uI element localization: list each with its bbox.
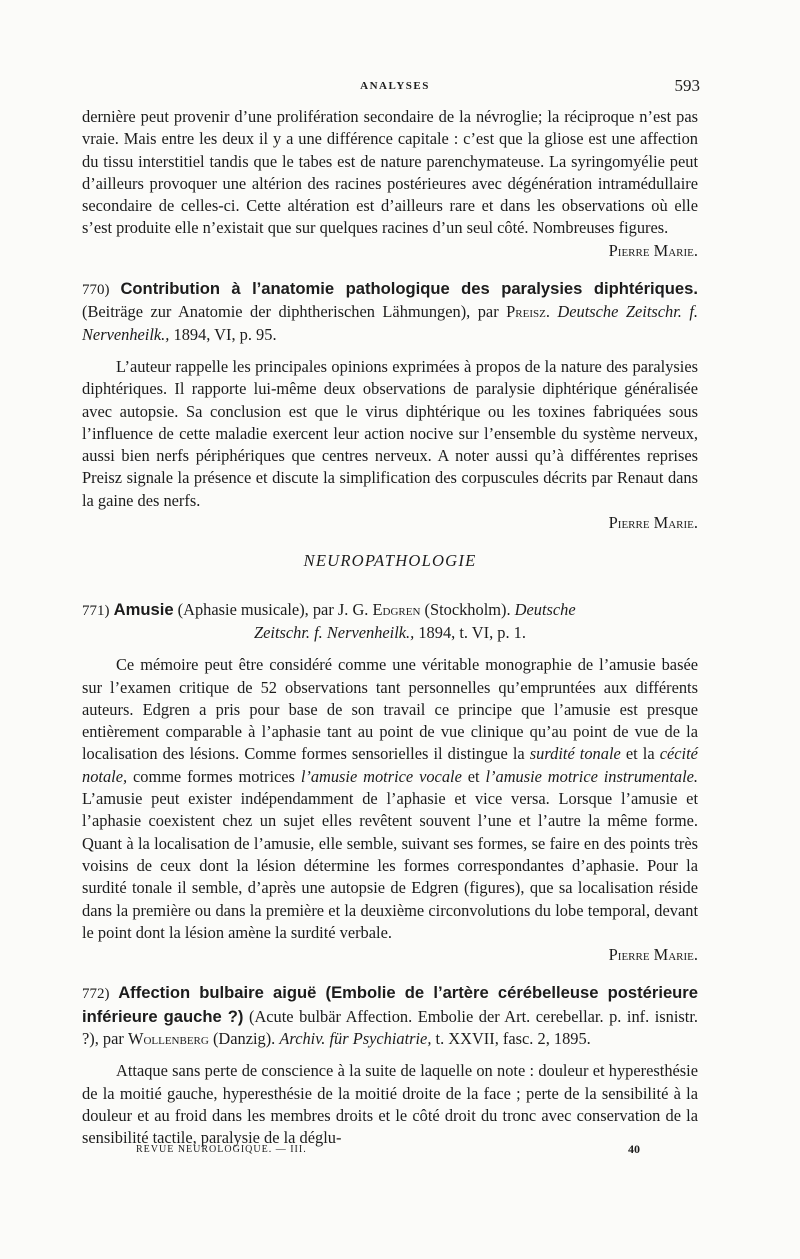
signature: [82, 512, 698, 534]
entry-772-heading: [82, 982, 698, 1050]
page-header: [90, 76, 700, 96]
entry-citation: 1894, VI, p. 95.: [173, 324, 277, 344]
entry-author: Preisz.: [506, 302, 550, 322]
entry-number: 772): [82, 986, 110, 1003]
entry-771-paragraph: [82, 654, 698, 944]
entry-770-paragraph: L’auteur rappelle les principales opinions exprimées à propos de la nature des paralysies diphtériques. Il rapporte lui-même deux observations de paralysie diphtérique généralisée avec autopsie. Sa conclusion est que le virus diphtérique ou les toxines fabriquées sous l’influence de cette maladie exercent leur action nocive sur l’ensemble du système nerveux, aussi bien nerfs périphériques que centres nerveux. A noter aussi qu’à différentes reprises Preisz signale la présence et discute la simplification des corpuscules décrits par Renaut dans la gaine des nerfs.: [82, 356, 698, 510]
signature: [82, 240, 698, 262]
footer-signature-mark: 40: [628, 1142, 640, 1156]
entry-citation: t. XXVII, fasc. 2, 1895.: [435, 1028, 591, 1048]
signature-text: Pierre Marie.: [608, 240, 698, 260]
footer-journal: REVUE NEUROLOGIQUE. — III.: [136, 1144, 307, 1155]
entry-770-heading: [82, 278, 698, 346]
entry-journal-line: [82, 622, 698, 644]
entry-journal: Deutsche Zeitschr. f. Nervenheilk.,: [82, 302, 699, 344]
term: l’amusie motrice instrumentale.: [485, 766, 698, 786]
entry-number: 770): [82, 282, 110, 299]
signature-text: Pierre Marie.: [608, 945, 698, 965]
entry-journal-continued: Zeitschr. f. Nervenheilk.,: [254, 622, 415, 642]
entry-771-heading: [82, 599, 698, 645]
entry-772-paragraph: Attaque sans perte de conscience à la suite de laquelle on note : douleur et hyperesthésie de la moitié gauche, hyperesthésie de la moitié droite de la face ; perte de la sensibilité à la douleur et au froid dans les membres droits et le côté droit du tronc avec conservation de la sensibilité tactile, paralysie de la déglu-: [82, 1061, 698, 1148]
entry-subtitle: (Beiträge zur Anatomie der diphtherischen Lähmungen), par: [82, 302, 499, 322]
entry-location: (Stockholm).: [424, 599, 511, 619]
entry-citation: 1894, t. VI, p. 1.: [418, 622, 526, 642]
term: l’amusie motrice vocale: [300, 766, 462, 786]
text-segment: Ce mémoire peut être considéré comme une véritable monographie de l’amusie basée sur l’examen critique de 52 observations tant personnelles qu’empruntées aux différents auteurs. Edgren a pris pour base de son travail ce principe que l’amusie est presque entièrement comparable à l’aphasie tant au point de vue clinique qu’au point de vue de la localisation des lésions. Comme formes sensorielles il distingue la: [82, 655, 698, 764]
term: cécité notale,: [82, 744, 698, 786]
entry-location: (Danzig).: [212, 1028, 276, 1048]
entry-title: Affection bulbaire aiguë (Embolie de l’artère cérébelleuse postérieure inférieure gauche ?): [82, 983, 698, 1026]
text-segment: L’amusie peut exister indépendamment de l’aphasie et vice versa. Lorsque l’amusie et l’aphasie coexistent chez un sujet elles revêtent souvent l’une et l’autre la même forme. Quant à la localisation de l’amusie, elle semble, suivant ses formes, se faire en des points très voisins de ceux dont la lésion détermine les formes correspondantes d’aphasie. Pour la surdité tonale il semble, d’après une autopsie de Edgren (figures), que sa localisation réside dans la première ou dans la première et la deuxième circonvolutions du lobe temporal, devant le point dont la lésion amène la surdité verbale.: [82, 789, 698, 942]
entry-author: Wollenberg: [127, 1028, 209, 1048]
page-number: 593: [674, 76, 700, 95]
entry-subtitle: (Aphasie musicale), par J. G.: [177, 599, 369, 619]
text-segment: et la: [625, 744, 655, 764]
page-body: [82, 106, 698, 1149]
entry-journal: Archiv. für Psychiatrie,: [279, 1028, 432, 1048]
entry-author: Edgren: [372, 599, 421, 619]
entry-title: Contribution à l’anatomie pathologique des paralysies diphtériques.: [120, 279, 698, 299]
running-title: ANALYSES: [360, 80, 430, 92]
term: surdité tonale: [529, 744, 621, 764]
signature: [82, 944, 698, 966]
entry-number: 771): [82, 602, 110, 619]
entry-title: Amusie: [113, 599, 174, 619]
section-title: NEUROPATHOLOGIE: [303, 551, 477, 571]
signature-text: Pierre Marie.: [608, 513, 698, 533]
continuation-paragraph: dernière peut provenir d’une prolifération secondaire de la névroglie; la réciproque n’est pas vraie. Mais entre les deux il y a une différence capitale : c’est que la gliose est une affection du tissu interstitiel tandis que le tabes est de nature parenchymateuse. La syringomyélie peut d’ailleurs provoquer une altérion des racines postérieures avec dégénération intramédullaire secondaire de celles-ci. Cette altération est d’ailleurs rare et dans les observations où elle s’est produite elle n’existait que sur quelques racines d’un seul côté. Nombreuses figures.: [82, 107, 698, 238]
entry-journal: Deutsche: [514, 599, 576, 619]
text-segment: comme formes motrices: [132, 766, 295, 786]
text-segment: et: [467, 766, 480, 786]
entry-subtitle: (Acute bulbär Affection. Embolie der Art. cerebellar. p. inf. isnistr. ?), par: [82, 1006, 698, 1048]
